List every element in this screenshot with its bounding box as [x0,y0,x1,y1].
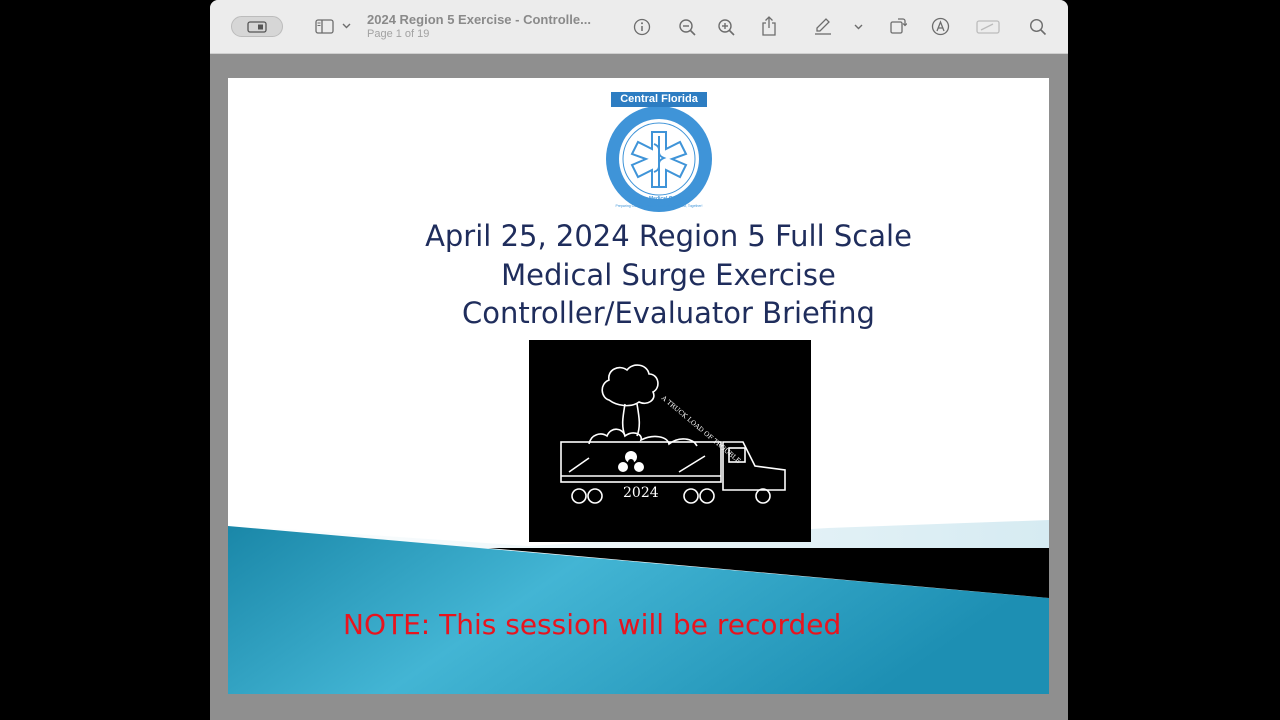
zoom-out-icon[interactable] [677,17,697,37]
toolbar [210,0,1068,54]
title-line-1: April 25, 2024 Region 5 Full Scale [425,219,912,253]
markup-pen-icon[interactable] [812,16,834,36]
coalition-logo [602,92,716,212]
title-line-3: Controller/Evaluator Briefing [462,296,875,330]
document-content-area[interactable] [210,54,1068,720]
search-icon[interactable] [1028,17,1048,37]
zoom-in-icon[interactable] [716,17,736,37]
title-area [367,12,617,40]
artwork-arc-text: A TRUCK LOAD OF TROUBLE [659,394,743,465]
title-line-2: Medical Surge Exercise [501,257,836,292]
form-fill-icon[interactable] [976,18,1000,36]
recording-note: NOTE: This session will be recorded [343,608,842,641]
chevron-down-icon[interactable] [853,22,863,32]
artwork-year: 2024 [623,485,659,501]
document-title: 2024 Region 5 Exercise - Controlle... [367,12,591,27]
sidebar-layout-icon[interactable] [314,17,334,35]
logo-tagline-text: Preparing Central Florida's Best for the Worst, Together! [615,204,703,208]
logo-ring-text: Disaster Medical Coalition [627,196,691,202]
info-icon[interactable] [632,17,652,37]
rotate-icon[interactable] [888,16,908,36]
share-icon[interactable] [759,15,779,37]
exercise-artwork [529,340,811,542]
logo-banner-text: Central Florida [620,93,698,105]
chevron-down-icon[interactable] [341,20,351,32]
sidebar-view-icon[interactable] [231,16,283,37]
highlight-icon[interactable] [930,16,950,36]
page-indicator: Page 1 of 19 [367,28,430,40]
slide-title [228,217,1049,333]
pdf-viewer-window [210,0,1068,720]
slide-page [228,78,1049,694]
